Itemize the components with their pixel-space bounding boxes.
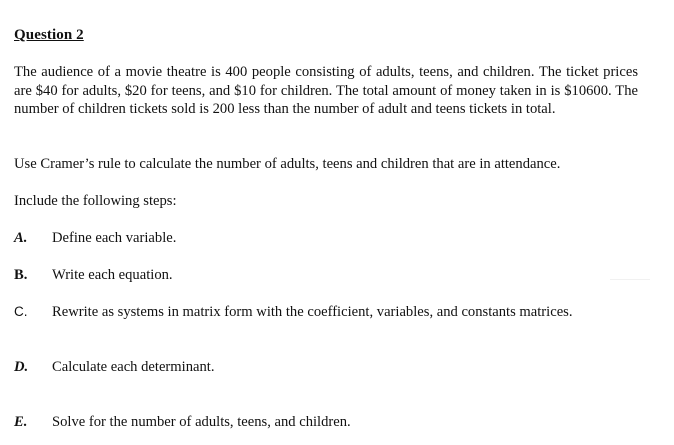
step-letter: A.: [14, 230, 28, 246]
step-letter: B.: [14, 267, 28, 283]
instruction-paragraph: Use Cramer’s rule to calculate the number of adults, teens and children that are in attendance.: [14, 156, 561, 172]
step-letter: D.: [14, 359, 29, 375]
faint-divider: [610, 279, 650, 280]
problem-paragraph: The audience of a movie theatre is 400 people consisting of adults, teens, and children. The ticket prices are $40 for adults, $20 for teens, and $10 for children. The total amount of money taken in is $10600. The number of children tickets sold is 200 less than the number of adult and teens tickets in total.: [14, 64, 638, 118]
step-letter: C.: [14, 304, 28, 319]
step-text: Define each variable.: [52, 230, 177, 246]
step-text: Solve for the number of adults, teens, and children.: [52, 414, 351, 430]
question-heading: Question 2: [14, 27, 84, 43]
step-a: [14, 229, 654, 248]
step-text: Write each equation.: [52, 267, 173, 283]
steps-intro: Include the following steps:: [14, 193, 177, 209]
step-e: [14, 413, 654, 432]
step-text: Rewrite as systems in matrix form with the coefficient, variables, and constants matrices.: [52, 304, 573, 320]
document-page: [14, 0, 640, 445]
step-b: [14, 266, 654, 285]
step-letter: E.: [14, 414, 28, 430]
step-d: [14, 358, 654, 377]
step-c: [14, 303, 654, 322]
step-text: Calculate each determinant.: [52, 359, 215, 375]
